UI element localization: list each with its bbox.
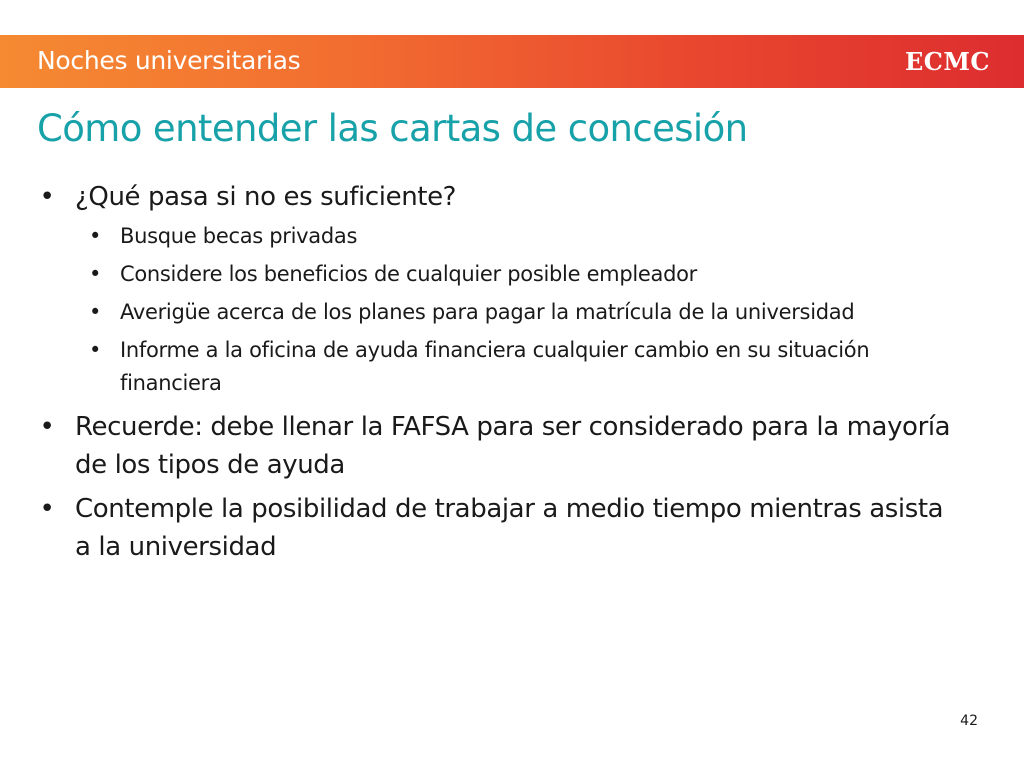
- sub-bullet-text: Considere los beneficios de cualquier posible empleador: [120, 262, 698, 286]
- sub-bullet-item: [75, 334, 957, 400]
- bullet-item: [37, 178, 957, 400]
- bullet-dot-icon: •: [39, 494, 55, 524]
- bullet-dot-icon: •: [88, 224, 102, 248]
- slide-title: Cómo entender las cartas de concesión: [37, 107, 748, 150]
- bullet-item: [37, 490, 957, 566]
- bullet-dot-icon: •: [88, 300, 102, 324]
- sub-bullet-item: [75, 258, 957, 291]
- sub-bullet-item: [75, 220, 957, 253]
- sub-bullet-item: [75, 296, 957, 329]
- bullet-dot-icon: •: [88, 262, 102, 286]
- page-number: 42: [960, 713, 978, 729]
- bullet-dot-icon: •: [39, 182, 55, 212]
- bullet-text: Recuerde: debe llenar la FAFSA para ser considerado para la mayoría de los tipos de ayuda: [75, 412, 951, 480]
- sub-bullet-list: [75, 220, 957, 400]
- bullet-dot-icon: •: [88, 338, 102, 362]
- sub-bullet-text: Informe a la oficina de ayuda financiera cualquier cambio en su situación financiera: [120, 338, 870, 395]
- bullet-text: Contemple la posibilidad de trabajar a medio tiempo mientras asista a la universidad: [75, 494, 944, 562]
- bullet-item: [37, 408, 957, 484]
- header-title: Noches universitarias: [37, 46, 301, 75]
- bullet-text: ¿Qué pasa si no es suficiente?: [75, 182, 457, 212]
- bullet-list: [37, 178, 957, 566]
- sub-bullet-text: Busque becas privadas: [120, 224, 358, 248]
- sub-bullet-text: Averigüe acerca de los planes para pagar la matrícula de la universidad: [120, 300, 855, 324]
- ecmc-logo: ECMC: [904, 47, 990, 76]
- slide-content: [37, 178, 957, 572]
- bullet-dot-icon: •: [39, 412, 55, 442]
